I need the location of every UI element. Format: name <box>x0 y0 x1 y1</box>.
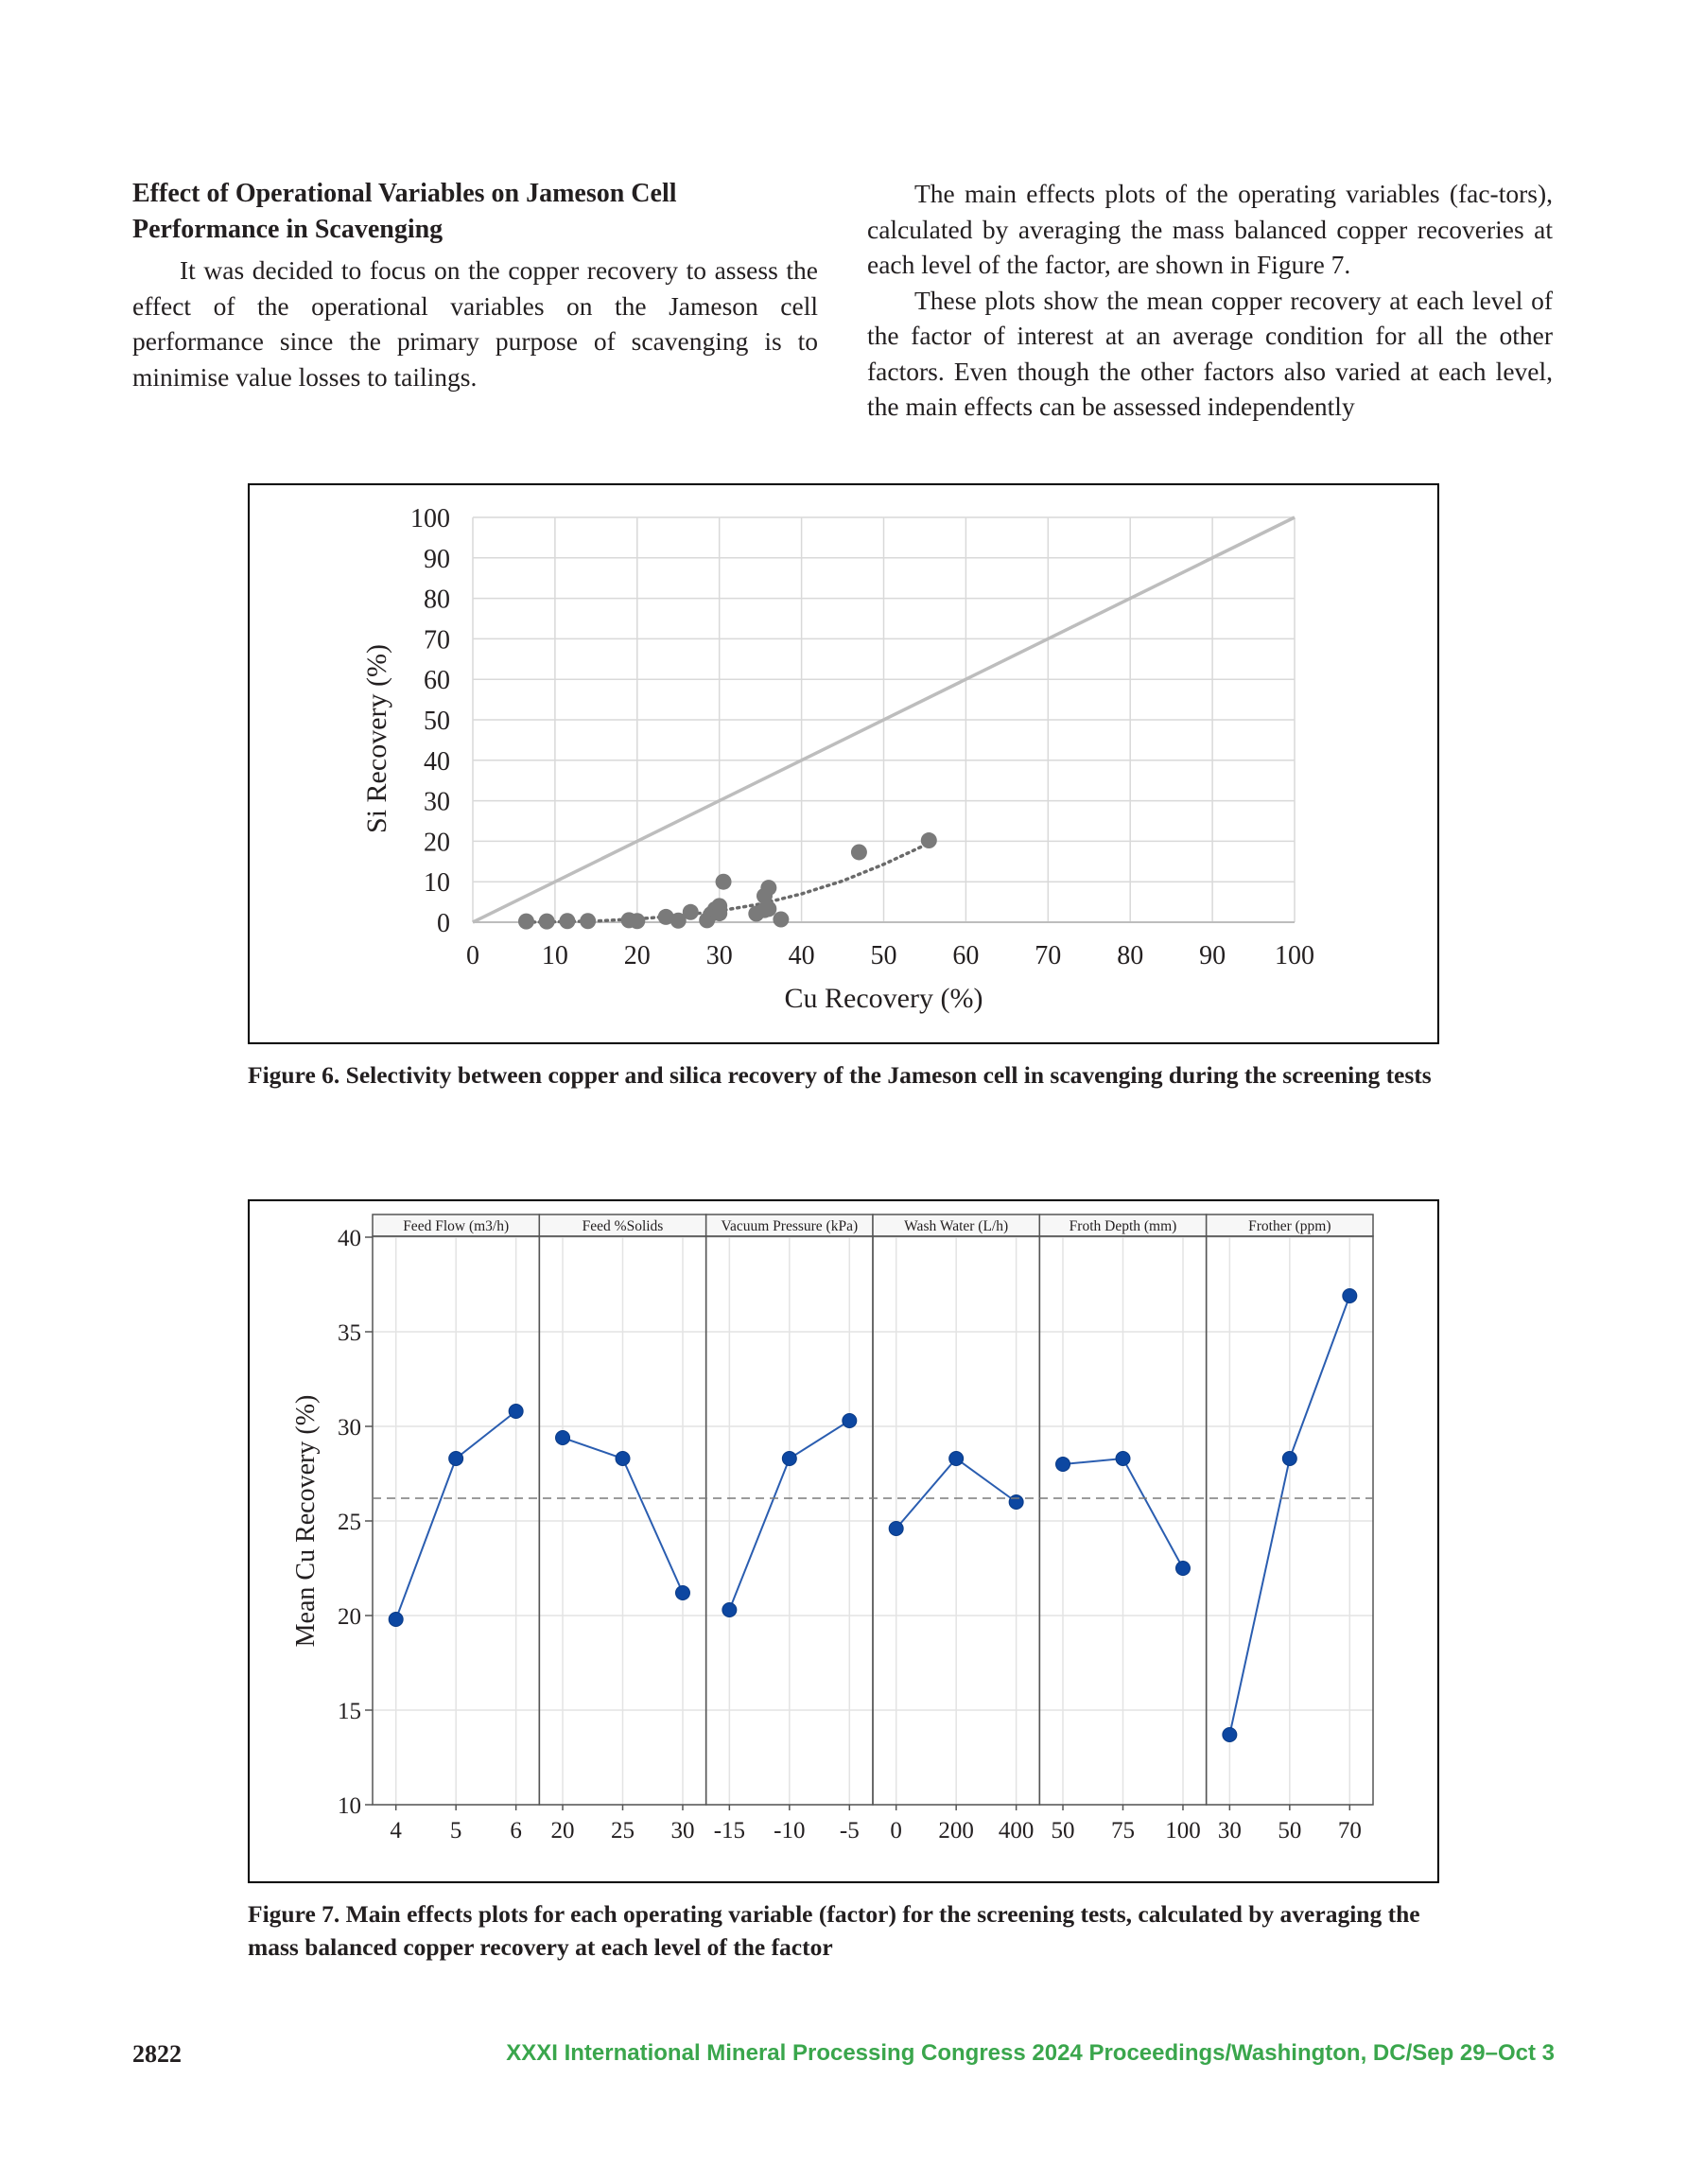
x-tick-label: -5 <box>839 1818 860 1843</box>
data-point <box>518 914 534 930</box>
x-tick-label: 25 <box>611 1818 635 1843</box>
y-tick-label: 30 <box>424 787 450 817</box>
x-tick-label: 100 <box>1165 1818 1201 1843</box>
x-tick-label: 200 <box>938 1818 974 1843</box>
y-tick-label: 0 <box>437 909 450 938</box>
figure-7-caption: Figure 7. Main effects plots for each operating variable (factor) for the screening tests, calculated by averaging the mass balanced copper recovery at each level of the factor <box>248 1900 1420 1961</box>
effects-point <box>389 1613 403 1627</box>
right-column <box>867 176 1553 425</box>
data-point <box>683 904 699 920</box>
data-point <box>711 905 727 921</box>
x-tick-label: 20 <box>623 941 651 970</box>
x-tick-label: 60 <box>952 941 980 970</box>
data-point <box>629 913 645 929</box>
x-tick-label: 100 <box>1275 941 1314 970</box>
effects-point <box>1116 1452 1130 1466</box>
main-effects-chart-svg <box>250 1201 1437 1881</box>
body-paragraph: The main effects plots of the operating variables (fac-tors), calculated by averaging the mass balanced copper recoveries at each level of the factor, are shown in Figure 7. <box>867 179 1553 279</box>
x-tick-label: 70 <box>1035 941 1062 970</box>
x-tick-label: 90 <box>1199 941 1226 970</box>
data-point <box>580 913 596 929</box>
x-tick-label: 30 <box>1217 1818 1242 1843</box>
effects-point <box>616 1452 630 1466</box>
data-point <box>921 832 937 848</box>
y-tick-label: 70 <box>424 625 450 655</box>
effects-point <box>1056 1458 1070 1472</box>
panel-title: Feed Flow (m3/h) <box>403 1218 510 1234</box>
y-axis-label: Si Recovery (%) <box>361 644 392 833</box>
x-tick-label: -15 <box>713 1818 746 1843</box>
section-heading: Effect of Operational Variables on Jameson Cell Performance in Scavenging <box>132 179 677 244</box>
data-point <box>559 913 575 929</box>
x-tick-label: 50 <box>870 941 897 970</box>
x-tick-label: 6 <box>510 1818 522 1843</box>
x-tick-label: 0 <box>466 941 479 970</box>
y-tick-label: 10 <box>424 868 450 899</box>
left-column <box>132 176 818 394</box>
effects-point <box>843 1414 857 1428</box>
panel-title: Frother (ppm) <box>1248 1218 1331 1234</box>
panel-title: Froth Depth (mm) <box>1069 1218 1177 1234</box>
y-tick-label: 20 <box>424 828 450 858</box>
x-tick-label: 40 <box>788 941 815 970</box>
panel-title: Vacuum Pressure (kPa) <box>721 1218 859 1234</box>
data-point <box>773 912 789 928</box>
x-tick-label: 80 <box>1117 941 1144 970</box>
y-tick-label: 100 <box>410 504 450 533</box>
effects-point <box>675 1586 689 1600</box>
body-paragraph: It was decided to focus on the copper recovery to assess the effect of the operational variables on the Jameson cell performance since the primary purpose of scavenging is to minimise value losses to tailings. <box>132 255 818 392</box>
effects-point <box>1282 1452 1296 1466</box>
x-tick-label: 50 <box>1278 1818 1302 1843</box>
x-tick-label: 20 <box>550 1818 575 1843</box>
y-tick-label: 90 <box>424 544 450 574</box>
x-tick-label: 70 <box>1337 1818 1362 1843</box>
x-tick-label: 4 <box>390 1818 402 1843</box>
y-tick-label: 60 <box>424 666 450 696</box>
data-point <box>851 844 867 860</box>
y-tick-label: 80 <box>424 585 450 615</box>
footer-proceedings-text: XXXI International Mineral Processing Congress 2024 Proceedings/Washington, DC/Sep 29–Oct 3 <box>506 2040 1555 2066</box>
effects-point <box>509 1405 523 1419</box>
effects-point <box>1175 1562 1190 1576</box>
panel-title: Feed %Solids <box>582 1218 664 1234</box>
data-point <box>716 874 732 890</box>
data-point <box>760 880 776 896</box>
effects-point <box>449 1452 463 1466</box>
x-tick-label: 0 <box>890 1818 902 1843</box>
y-tick-label: 30 <box>338 1415 361 1441</box>
x-tick-label: 75 <box>1111 1818 1135 1843</box>
effects-point <box>722 1603 737 1617</box>
figure-6-scatter-chart <box>248 483 1439 1044</box>
data-point <box>539 914 555 930</box>
figure-6-caption: Figure 6. Selectivity between copper and silica recovery of the Jameson cell in scavenging during the screening tests <box>248 1061 1432 1089</box>
x-axis-label: Cu Recovery (%) <box>784 983 983 1014</box>
effects-point <box>1009 1495 1023 1510</box>
y-tick-label: 40 <box>424 746 450 777</box>
scatter-chart-svg <box>250 485 1437 1042</box>
effects-point <box>556 1431 570 1445</box>
data-point <box>760 900 776 917</box>
x-tick-label: 30 <box>705 941 733 970</box>
effects-point <box>1223 1728 1237 1742</box>
effects-point <box>889 1522 903 1536</box>
y-tick-label: 40 <box>338 1226 361 1251</box>
figure-7-main-effects-chart <box>248 1199 1439 1883</box>
y-tick-label: 20 <box>338 1604 361 1630</box>
x-tick-label: 50 <box>1051 1818 1075 1843</box>
page-number: 2822 <box>132 2040 182 2068</box>
y-tick-label: 35 <box>338 1320 361 1346</box>
effects-point <box>949 1452 964 1466</box>
body-paragraph: These plots show the mean copper recovery at each level of the factor of interest at an average condition for all the other factors. Even though the other factors also varied at each level, the main effects can be assessed independently <box>867 285 1553 421</box>
x-tick-label: -10 <box>774 1818 806 1843</box>
effects-point <box>1343 1289 1357 1303</box>
y-tick-label: 10 <box>338 1793 361 1819</box>
x-tick-label: 5 <box>449 1818 462 1843</box>
y-axis-label: Mean Cu Recovery (%) <box>291 1394 321 1648</box>
x-tick-label: 30 <box>670 1818 695 1843</box>
y-tick-label: 50 <box>424 707 450 736</box>
y-tick-label: 15 <box>338 1699 361 1724</box>
effects-point <box>782 1452 796 1466</box>
y-tick-label: 25 <box>338 1510 361 1535</box>
x-tick-label: 400 <box>998 1818 1035 1843</box>
panel-title: Wash Water (L/h) <box>904 1218 1009 1234</box>
x-tick-label: 10 <box>541 941 568 970</box>
